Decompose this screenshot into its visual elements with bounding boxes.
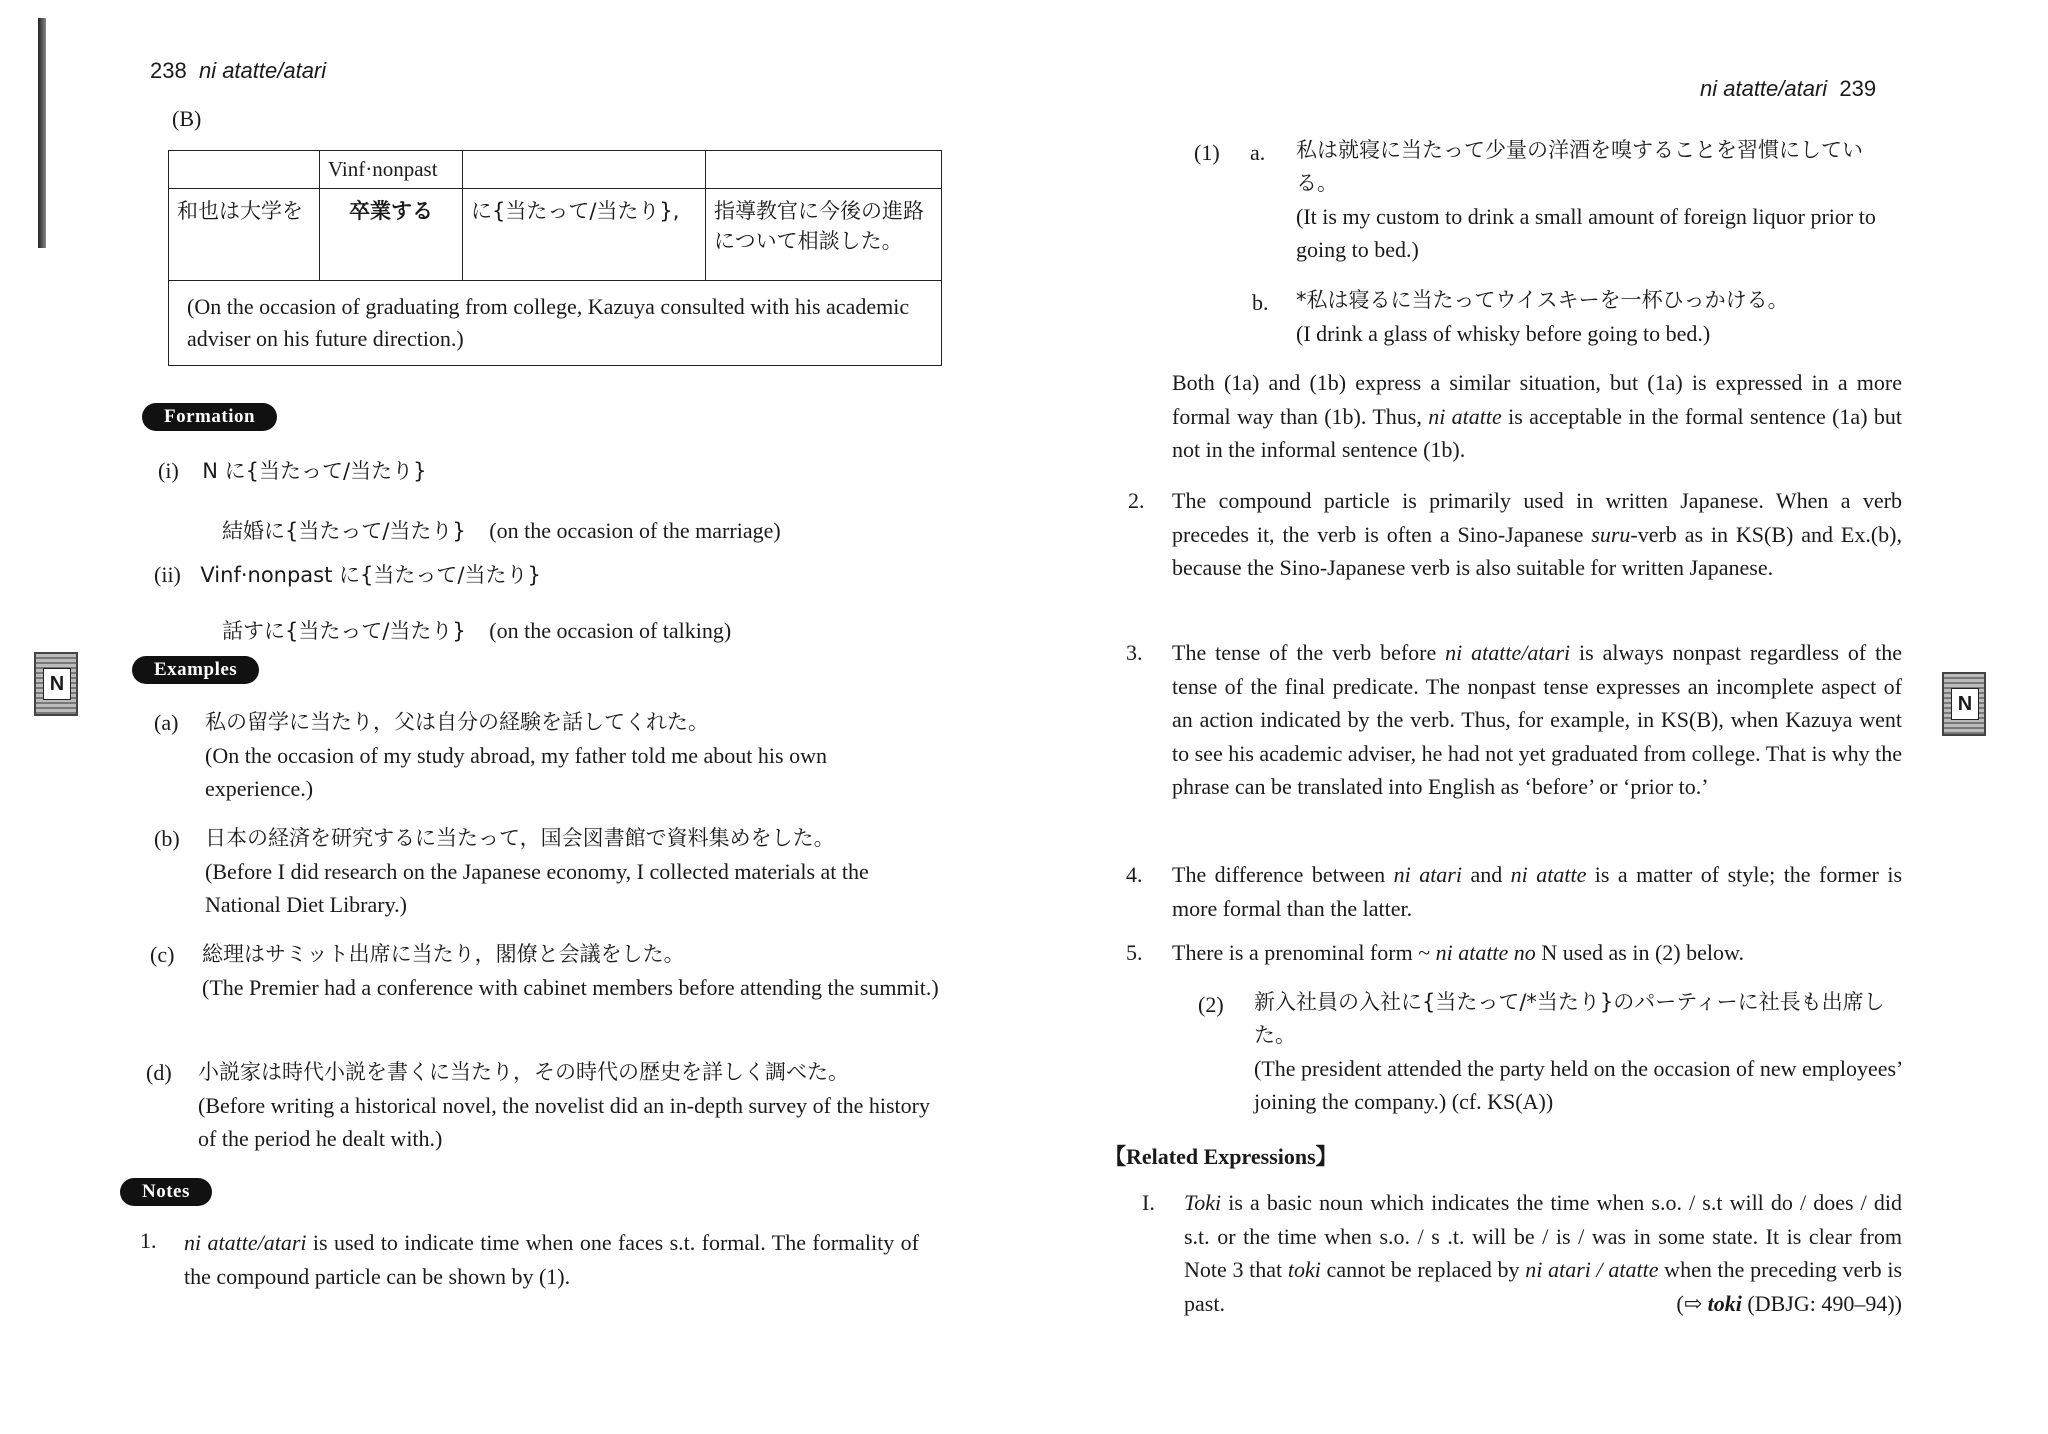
notes-heading: Notes [120,1178,212,1206]
example-a [205,706,940,805]
note-text: is a matter of style; the former is more formal than the latter. [1172,862,1903,921]
formation-number: (ii) [154,562,181,587]
note-term: ni atatte [1510,862,1587,887]
section-tab-n [1942,672,1986,736]
example-label: a. [1250,140,1266,165]
running-head-title: ni atatte/atari [1700,76,1828,101]
paragraph-both [1172,366,1902,467]
formation-pattern: N に{当たって/当たり} [202,459,427,483]
note-text: is always nonpast regardless of the tense of the final predicate. The nonpast tense expresses an incomplete aspect of an action indicated by the verb. Thus, for example, in KS(B), when Kazuya went to see his academic adviser, he had not yet graduated from college. That is why the phrase can be translated into English as ‘before’ or ‘prior to.’ [1172,640,1902,799]
example-d [198,1056,943,1155]
xref-arrow: (⇨ [1676,1290,1708,1316]
note-text: The tense of the verb before [1172,640,1446,665]
example-jp: 新入社員の入社に{当たって/*当たり}のパーティーに社長も出席した。 [1254,990,1885,1047]
formation-pattern: Vinf·nonpast に{当たって/当たり} [200,563,541,587]
section-label: (B) [172,106,202,131]
note-term: ni atatte/atari [184,1230,307,1255]
example-jp: 日本の経済を研究するに当たって，国会図書館で資料集めをした。 [205,826,835,850]
running-head-title: ni atatte/atari [198,58,327,83]
section-tab-letter: N [43,668,71,700]
xref-source: (DBJG: 490–94)) [1741,1290,1902,1316]
note-term: ni atatte no [1435,940,1536,965]
example-jp: 私の留学に当たり，父は自分の経験を話してくれた。 [205,710,709,734]
para-text: Both (1a) and (1b) express a similar situation, but (1a) is expressed in a more formal way than (1b). Thus, [1172,370,1902,429]
formation-item [158,454,426,488]
key-sentence-table [168,150,942,366]
binding-shadow [38,18,46,248]
note-text: -verb as in KS(B) and Ex.(b), because the Sino-Japanese verb is also suitable for written Japanese. [1172,521,1902,580]
examples-heading: Examples [132,656,259,684]
related-term: Toki [1184,1190,1222,1215]
example-2 [1254,986,1902,1118]
table-header-cell [706,151,942,189]
note-text: N used as in (2) below. [1535,940,1744,965]
related-text: when the preceding verb is past. [1184,1257,1903,1316]
example-en: (I drink a glass of whisky before going to bed.) [1296,321,1711,346]
formation-example-jp: 話すに{当たって/当たり} [222,619,466,643]
formation-gloss: (on the occasion of the marriage) [489,518,781,543]
example-en: (The president attended the party held on the occasion of new employees’ joining the company.) (cf. KS(A)) [1254,1056,1902,1114]
example-jp: 総理はサミット出席に当たり，閣僚と会議をした。 [202,942,685,966]
note-term: ni atatte/atari [1445,640,1571,665]
page-number: 239 [1839,76,1877,101]
note-text: The compound particle is primarily used in written Japanese. When a verb precedes it, the verb is often a Sino-Japanese [1172,488,1902,547]
note-3 [1172,636,1902,804]
related-expression-1 [1184,1186,1902,1320]
example-label: (a) [154,710,179,735]
note-text: The difference between [1172,862,1394,887]
example-number: (1) [1194,140,1220,165]
note-term: suru [1591,521,1631,547]
note-number: 2. [1128,488,1145,513]
formation-example-jp: 結婚に{当たって/当たり} [222,519,466,543]
example-1b [1296,284,1900,350]
example-jp: 小説家は時代小説を書くに当たり，その時代の歴史を詳しく調べた。 [198,1060,849,1084]
related-number: I. [1142,1190,1155,1215]
related-text: is a basic noun which indicates the time when s.o. / s.t will do / does / did s.t. or the time when s.o. / s .t. will be / is / was in some state. It is clear from Note 3 that [1184,1190,1902,1282]
note-text: There is a prenominal form ~ [1172,940,1436,965]
example-jp: *私は寝るに当たってウイスキーを一杯ひっかける。 [1296,288,1789,312]
para-term: ni atatte [1428,403,1502,429]
note-number: 5. [1126,940,1143,965]
related-expressions-heading: 【Related Expressions】 [1104,1144,1338,1169]
table-cell: 指導教官に今後の進路について相談した。 [706,189,942,281]
table-cell: 和也は大学を [169,189,320,281]
right-page [1000,0,2048,1434]
running-head [150,58,326,84]
note-1 [184,1226,919,1293]
left-page [0,0,1000,1434]
table-cell: に{当たって/当たり}, [463,189,706,281]
example-label: b. [1252,290,1269,315]
note-number: 3. [1126,640,1143,665]
table-cell: 卒業する [320,189,463,281]
example-label: (c) [150,942,175,967]
running-head [1700,76,1876,102]
table-header-cell: Vinf·nonpast [320,151,463,189]
note-text: and [1461,862,1511,887]
xref-term: toki [1707,1290,1742,1316]
formation-number: (i) [158,458,179,483]
note-term: ni atari [1393,862,1462,887]
note-number: 4. [1126,862,1143,887]
note-text: is used to indicate time when one faces s.t. formal. The formality of the compound particle can be shown by (1). [184,1230,919,1289]
note-5 [1172,936,1902,970]
formation-heading: Formation [142,403,277,431]
example-en: (On the occasion of my study abroad, my father told me about his own experience.) [205,743,827,801]
formation-example [222,514,781,548]
example-number: (2) [1198,992,1224,1017]
example-en: (It is my custom to drink a small amount of foreign liquor prior to going to bed.) [1296,204,1876,262]
example-1a [1296,134,1900,266]
page-number: 238 [150,58,187,83]
note-2 [1172,484,1902,585]
related-term: ni atari / atatte [1525,1257,1659,1282]
section-tab-n [34,652,78,716]
example-en: (The Premier had a conference with cabinet members before attending the summit.) [202,975,939,1000]
note-4 [1172,858,1902,925]
example-b [205,822,940,921]
example-jp: 私は就寝に当たって少量の洋酒を嗅することを習慣にしている。 [1296,138,1863,195]
formation-example [222,614,731,648]
related-term: toki [1287,1257,1321,1282]
example-en: (Before I did research on the Japanese economy, I collected materials at the National Diet Library.) [205,859,869,917]
cross-reference [1676,1287,1902,1321]
formation-gloss: (on the occasion of talking) [489,618,732,643]
example-label: (b) [154,826,180,851]
formation-item [154,558,541,592]
para-text: is acceptable in the formal sentence (1a) but not in the informal sentence (1b). [1172,403,1902,462]
example-en: (Before writing a historical novel, the novelist did an in-depth survey of the history of the period he dealt with.) [198,1093,930,1151]
example-label: (d) [146,1060,172,1085]
note-number: 1. [140,1228,157,1253]
table-translation: (On the occasion of graduating from college, Kazuya consulted with his academic adviser on his future direction.) [169,281,942,366]
related-text: cannot be replaced by [1320,1257,1526,1282]
table-header-cell [463,151,706,189]
example-c [202,938,942,1004]
section-tab-letter: N [1951,688,1979,720]
table-header-cell [169,151,320,189]
